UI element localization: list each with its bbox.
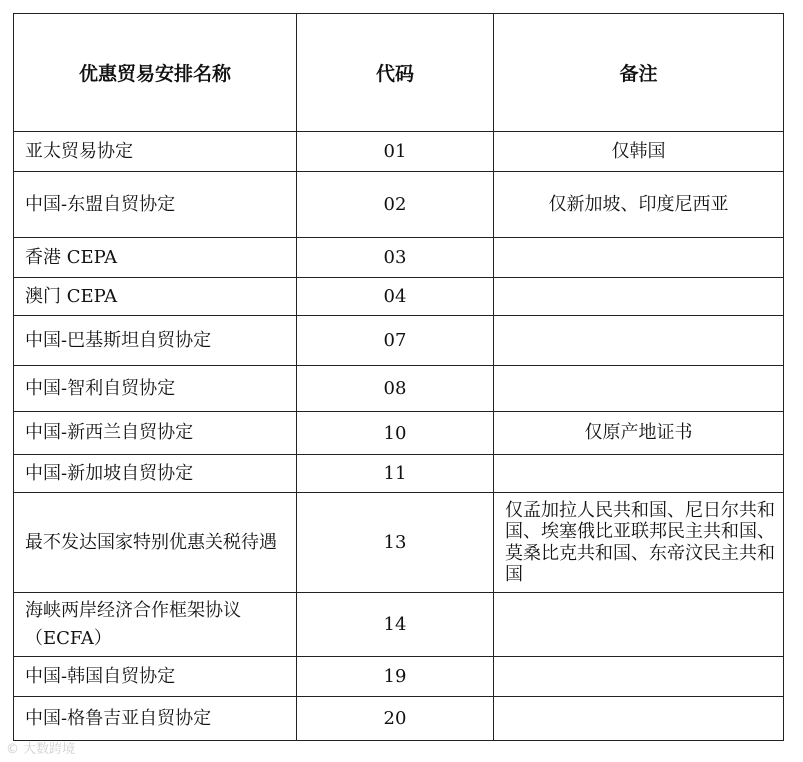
row-code: 14 xyxy=(297,593,494,657)
row-code: 10 xyxy=(297,412,494,455)
row-code: 03 xyxy=(297,238,494,278)
row-name: 中国-新加坡自贸协定 xyxy=(14,455,297,493)
table-row xyxy=(14,657,784,697)
row-note: 仅新加坡、印度尼西亚 xyxy=(494,172,784,238)
table-row xyxy=(14,493,784,593)
row-name: 亚太贸易协定 xyxy=(14,132,297,172)
row-name: 中国-格鲁吉亚自贸协定 xyxy=(14,697,297,741)
row-code: 11 xyxy=(297,455,494,493)
table-row xyxy=(14,697,784,741)
table-row xyxy=(14,455,784,493)
row-name: 澳门 CEPA xyxy=(14,278,297,316)
table-row xyxy=(14,593,784,657)
table-row xyxy=(14,278,784,316)
table-row xyxy=(14,316,784,366)
header-code: 代码 xyxy=(297,14,494,132)
row-name: 中国-东盟自贸协定 xyxy=(14,172,297,238)
row-note: 仅孟加拉人民共和国、尼日尔共和国、埃塞俄比亚联邦民主共和国、莫桑比克共和国、东帝汶民主共和国 xyxy=(494,493,784,593)
row-note xyxy=(494,593,784,657)
row-name: 中国-巴基斯坦自贸协定 xyxy=(14,316,297,366)
row-name: 最不发达国家特别优惠关税待遇 xyxy=(14,493,297,593)
row-code: 19 xyxy=(297,657,494,697)
row-note xyxy=(494,657,784,697)
table-row xyxy=(14,238,784,278)
row-name: 香港 CEPA xyxy=(14,238,297,278)
row-note: 仅韩国 xyxy=(494,132,784,172)
row-code: 04 xyxy=(297,278,494,316)
row-note xyxy=(494,316,784,366)
row-note xyxy=(494,455,784,493)
row-note xyxy=(494,366,784,412)
row-code: 13 xyxy=(297,493,494,593)
row-note xyxy=(494,278,784,316)
row-name: 中国-智利自贸协定 xyxy=(14,366,297,412)
row-note: 仅原产地证书 xyxy=(494,412,784,455)
row-code: 20 xyxy=(297,697,494,741)
row-code: 01 xyxy=(297,132,494,172)
row-note xyxy=(494,238,784,278)
header-note: 备注 xyxy=(494,14,784,132)
table-row xyxy=(14,412,784,455)
row-name: 中国-韩国自贸协定 xyxy=(14,657,297,697)
row-code: 07 xyxy=(297,316,494,366)
header-name: 优惠贸易安排名称 xyxy=(14,14,297,132)
row-code: 02 xyxy=(297,172,494,238)
table-row xyxy=(14,172,784,238)
preferential-trade-table xyxy=(13,13,784,741)
table-row xyxy=(14,366,784,412)
row-name: 海峡两岸经济合作框架协议（ECFA） xyxy=(14,593,297,657)
watermark: © 大数跨境 xyxy=(6,742,76,757)
row-code: 08 xyxy=(297,366,494,412)
table-header-row xyxy=(14,14,784,132)
table-row xyxy=(14,132,784,172)
row-name: 中国-新西兰自贸协定 xyxy=(14,412,297,455)
row-note xyxy=(494,697,784,741)
